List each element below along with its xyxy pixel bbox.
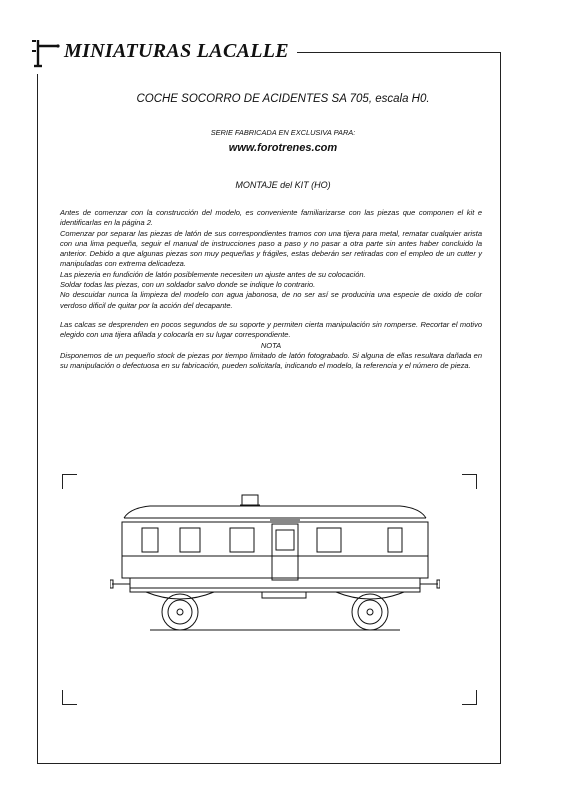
paragraph: Soldar todas las piezas, con un soldador salvo donde se indique lo contrario. [60, 280, 316, 290]
paragraph: Las piezeria en fundición de latón posiblemente necesiten un ajuste antes de su colocación. [60, 269, 366, 279]
crop-mark-bottom-left [62, 690, 77, 705]
crop-mark-top-left [62, 474, 77, 489]
paragraph: Antes de comenzar con la construcción del modelo, es conveniente familiarizarse con las piezas que componen el kit e identificarlas en la página 2. [60, 208, 482, 228]
crop-mark-bottom-right [462, 690, 477, 705]
calcas-paragraph: Las calcas se desprenden en pocos segundos de su soporte y permiten cierta manipulación sin romperse. Recortar el motivo elegido con una tijera afilada y colocarla en su lugar correspondiente. [60, 319, 482, 340]
railway-coach-drawing [110, 488, 440, 668]
montaje-title: MONTAJE del KIT (HO) [235, 180, 331, 190]
nota-title: NOTA [260, 340, 282, 350]
paragraph: Comenzar por separar las piezas de latón de sus correspondientes tramos con una tijera para metal, rematar cualquier arista con una lima pequeña, seguir el manual de instrucciones paso a paso y no pasar a otra parte sin antes haber concluido la anterior. Debido a que algunas piezas son muy pequeñas y frágiles, estas deberán ser retiradas con el empleo de un cutter y manipuladas con extrema delicadeza. [60, 228, 482, 269]
serie-label: SERIE FABRICADA EN EXCLUSIVA PARA: [210, 128, 356, 137]
website-link[interactable]: www.forotrenes.com [228, 142, 338, 154]
instructions-text [60, 208, 482, 371]
document-title: COCHE SOCORRO DE ACIDENTES SA 705, escala H0. [136, 93, 430, 105]
paragraph: No descuidar nunca la limpieza del modelo con agua jabonosa, de no ser así se produciria una especie de oxido de color verdoso dificil de quitar por la acción del decapante. [60, 290, 482, 310]
nota-paragraph: Disponemos de un pequeño stock de piezas por tiempo limitado de latón fotograbado. Si alguna de ellas resultara dañada en su manipulación o defectuosa en su fabricación, pueden solicitarla, indicando el modelo, la referencia y el número de pieza. [60, 350, 482, 371]
brand-name: MINIATURAS LACALLE [64, 40, 297, 63]
crop-mark-top-right [462, 474, 477, 489]
